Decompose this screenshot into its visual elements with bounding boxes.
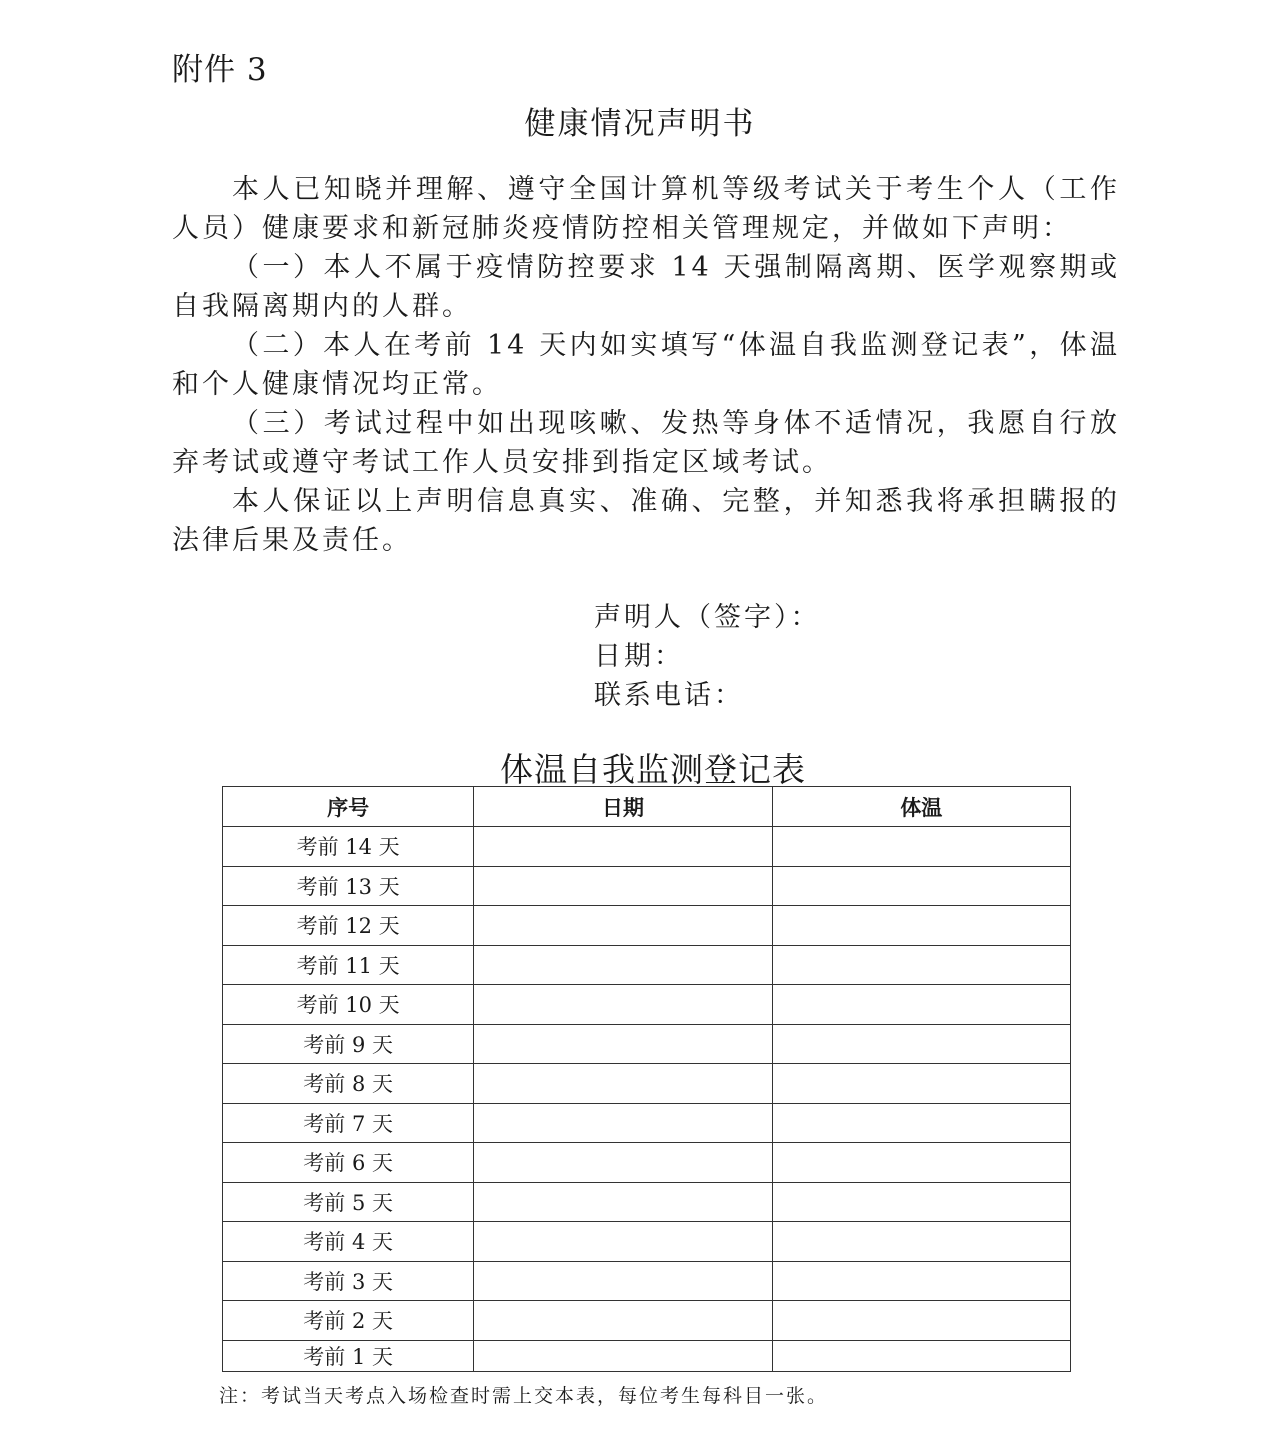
date-cell[interactable] [474,827,772,867]
table-row [223,1182,1071,1222]
table-row [223,1143,1071,1183]
temperature-cell[interactable] [772,866,1070,906]
table-row [223,1064,1071,1104]
row-serial: 考前 14 天 [223,827,474,867]
date-cell[interactable] [474,1064,772,1104]
clause-two: （二）本人在考前 14 天内如实填写“体温自我监测登记表”，体温和个人健康情况均正常。 [172,330,1120,400]
temperature-cell[interactable] [772,1301,1070,1341]
phone-label: 联系电话： [594,680,744,711]
header-serial: 序号 [223,787,474,827]
temperature-cell[interactable] [772,1222,1070,1262]
guarantee-paragraph: 本人保证以上声明信息真实、准确、完整，并知悉我将承担瞒报的法律后果及责任。 [172,486,1120,556]
date-cell[interactable] [474,1222,772,1262]
table-row [223,1340,1071,1371]
temperature-cell[interactable] [772,906,1070,946]
row-serial: 考前 8 天 [223,1064,474,1104]
table-row [223,945,1071,985]
table-row [223,827,1071,867]
attachment-label: 附件 3 [172,52,268,88]
clause-three: （三）考试过程中如出现咳嗽、发热等身体不适情况，我愿自行放弃考试或遵守考试工作人员安排到指定区域考试。 [172,408,1120,478]
row-serial: 考前 12 天 [223,906,474,946]
declaration-body [172,170,1120,560]
row-serial: 考前 10 天 [223,985,474,1025]
table-row [223,1222,1071,1262]
row-serial: 考前 13 天 [223,866,474,906]
date-cell[interactable] [474,945,772,985]
table-row [223,1301,1071,1341]
date-cell[interactable] [474,985,772,1025]
row-serial: 考前 5 天 [223,1182,474,1222]
temperature-cell[interactable] [772,1143,1070,1183]
temperature-cell[interactable] [772,1024,1070,1064]
row-serial: 考前 4 天 [223,1222,474,1262]
signature-block [594,598,821,715]
temperature-cell[interactable] [772,1103,1070,1143]
table-header-row [223,787,1071,827]
date-cell[interactable] [474,1301,772,1341]
temperature-cell[interactable] [772,1182,1070,1222]
table-row [223,906,1071,946]
row-serial: 考前 1 天 [223,1340,474,1371]
date-cell[interactable] [474,1261,772,1301]
table-title: 体温自我监测登记表 [500,750,806,789]
table-row [223,1024,1071,1064]
footnote: 注：考试当天考点入场检查时需上交本表，每位考生每科目一张。 [219,1385,829,1407]
header-date: 日期 [474,787,772,827]
temperature-cell[interactable] [772,985,1070,1025]
header-temperature: 体温 [772,787,1070,827]
date-cell[interactable] [474,1182,772,1222]
temperature-cell[interactable] [772,945,1070,985]
date-cell[interactable] [474,1024,772,1064]
row-serial: 考前 3 天 [223,1261,474,1301]
table-row [223,1103,1071,1143]
row-serial: 考前 9 天 [223,1024,474,1064]
table-row [223,866,1071,906]
temperature-cell[interactable] [772,1064,1070,1104]
date-cell[interactable] [474,866,772,906]
temperature-log-table [222,786,1071,1372]
temperature-cell[interactable] [772,1340,1070,1371]
intro-paragraph: 本人已知晓并理解、遵守全国计算机等级考试关于考生个人（工作人员）健康要求和新冠肺炎疫情防控相关管理规定，并做如下声明： [172,174,1120,244]
document-title: 健康情况声明书 [524,106,756,142]
declarant-signature-label: 声明人（签字）： [594,602,821,633]
date-cell[interactable] [474,906,772,946]
temperature-cell[interactable] [772,827,1070,867]
date-cell[interactable] [474,1143,772,1183]
date-cell[interactable] [474,1340,772,1371]
date-cell[interactable] [474,1103,772,1143]
row-serial: 考前 6 天 [223,1143,474,1183]
temperature-cell[interactable] [772,1261,1070,1301]
row-serial: 考前 2 天 [223,1301,474,1341]
table-row [223,985,1071,1025]
row-serial: 考前 11 天 [223,945,474,985]
date-label: 日期： [594,641,684,672]
clause-one: （一）本人不属于疫情防控要求 14 天强制隔离期、医学观察期或自我隔离期内的人群。 [172,252,1120,322]
row-serial: 考前 7 天 [223,1103,474,1143]
table-row [223,1261,1071,1301]
